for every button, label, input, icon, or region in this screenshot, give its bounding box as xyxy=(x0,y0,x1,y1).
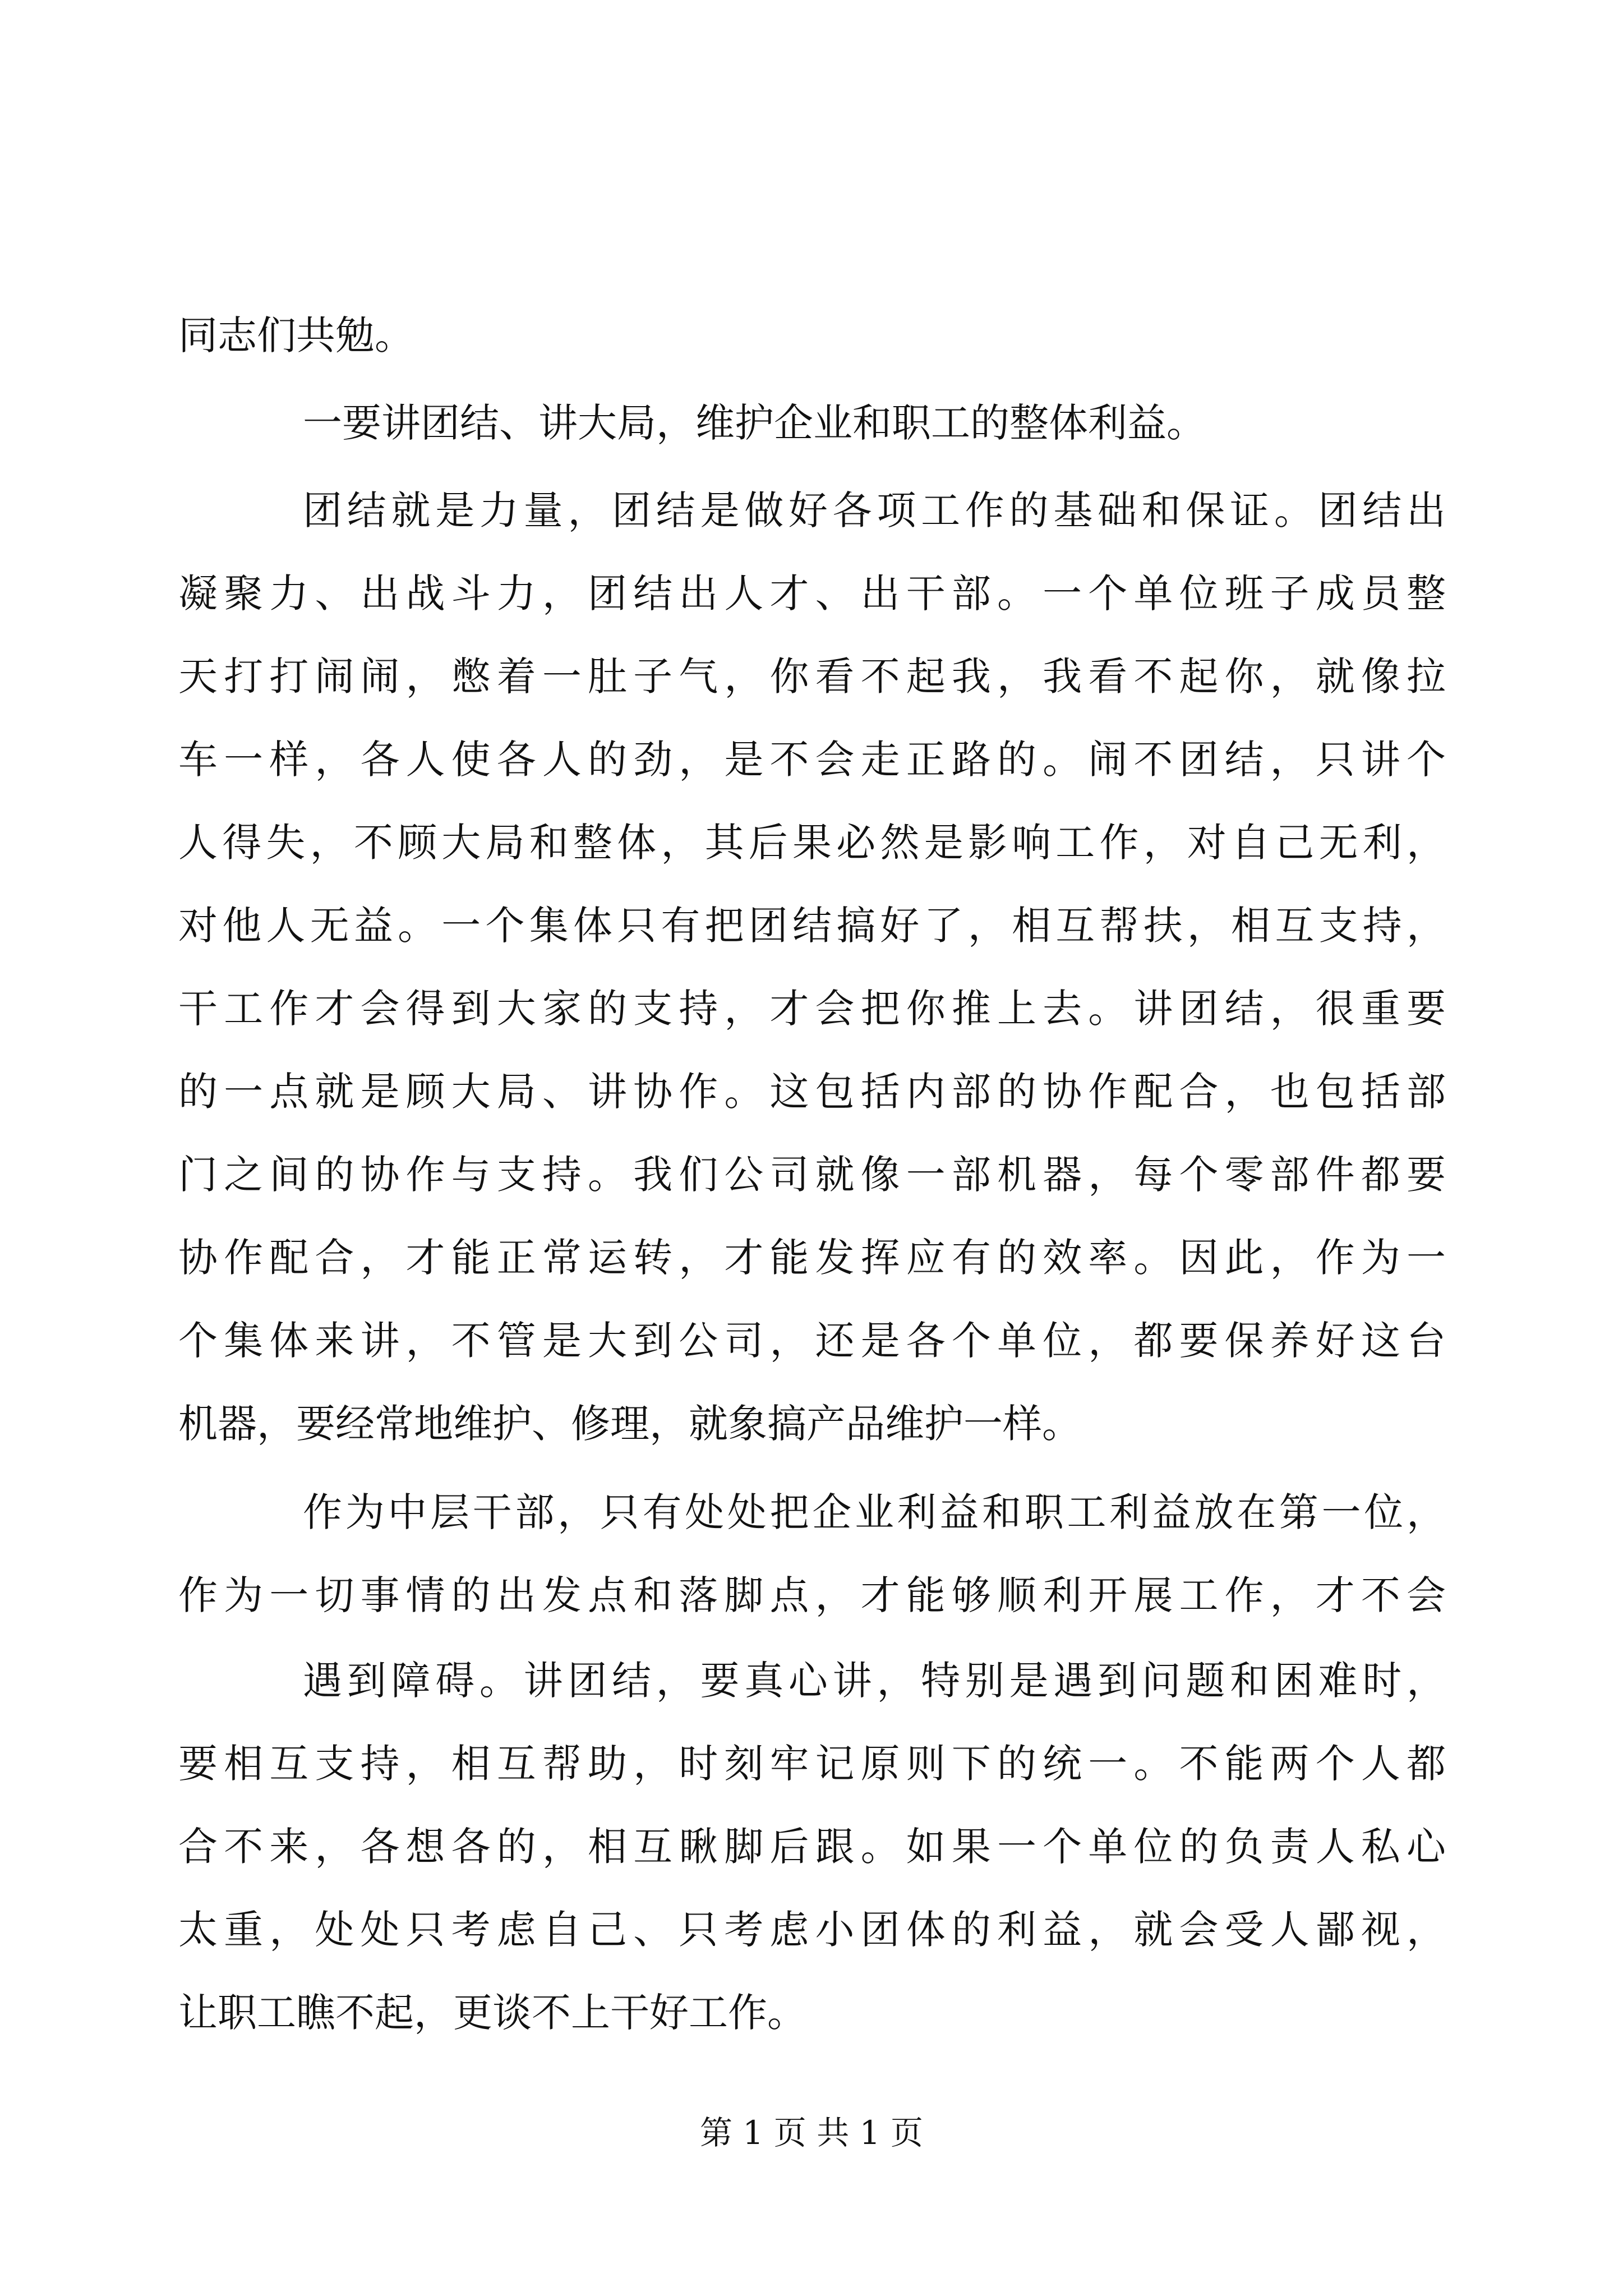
paragraph-line: 对他人无益。一个集体只有把团结搞好了，相互帮扶，相互支持， xyxy=(178,903,1446,949)
paragraph-line: 作为中层干部，只有处处把企业利益和职工利益放在第一位， xyxy=(303,1489,1446,1535)
paragraph-line: 机器，要经常地维护、修理，就象搞产品维护一样。 xyxy=(178,1401,1081,1447)
paragraph-line: 个集体来讲，不管是大到公司，还是各个单位，都要保养好这台 xyxy=(178,1318,1446,1364)
paragraph-line: 作为一切事情的出发点和落脚点，才能够顺利开展工作，才不会 xyxy=(178,1572,1446,1618)
paragraph-line: 合不来，各想各的，相互瞅脚后跟。如果一个单位的负责人私心 xyxy=(178,1824,1446,1870)
paragraph-line: 团结就是力量，团结是做好各项工作的基础和保证。团结出 xyxy=(303,487,1446,533)
paragraph-line: 人得失，不顾大局和整体，其后果必然是影响工作，对自己无利， xyxy=(178,820,1446,866)
paragraph-line: 车一样，各人使各人的劲，是不会走正路的。闹不团结，只讲个 xyxy=(178,737,1446,783)
paragraph-line: 同志们共勉。 xyxy=(178,312,414,358)
paragraph-line: 让职工瞧不起，更谈不上干好工作。 xyxy=(178,1990,806,2036)
paragraph-line: 凝聚力、出战斗力，团结出人才、出干部。一个单位班子成员整 xyxy=(178,570,1446,616)
paragraph-line: 天打打闹闹，憋着一肚子气，你看不起我，我看不起你，就像拉 xyxy=(178,654,1446,700)
paragraph-line: 遇到障碍。讲团结，要真心讲，特别是遇到问题和困难时， xyxy=(303,1658,1446,1704)
paragraph-line: 门之间的协作与支持。我们公司就像一部机器，每个零部件都要 xyxy=(178,1152,1446,1198)
paragraph-line: 要相互支持，相互帮助，时刻牢记原则下的统一。不能两个人都 xyxy=(178,1741,1446,1787)
paragraph-line: 干工作才会得到大家的支持，才会把你推上去。讲团结，很重要 xyxy=(178,986,1446,1032)
paragraph-line: 太重，处处只考虑自己、只考虑小团体的利益，就会受人鄙视， xyxy=(178,1907,1446,1953)
paragraph-line: 一要讲团结、讲大局，维护企业和职工的整体利益。 xyxy=(303,400,1206,446)
paragraph-line: 的一点就是顾大局、讲协作。这包括内部的协作配合，也包括部 xyxy=(178,1069,1446,1115)
page-footer: 第 1 页 共 1 页 xyxy=(700,2114,923,2152)
paragraph-line: 协作配合，才能正常运转，才能发挥应有的效率。因此，作为一 xyxy=(178,1235,1446,1281)
